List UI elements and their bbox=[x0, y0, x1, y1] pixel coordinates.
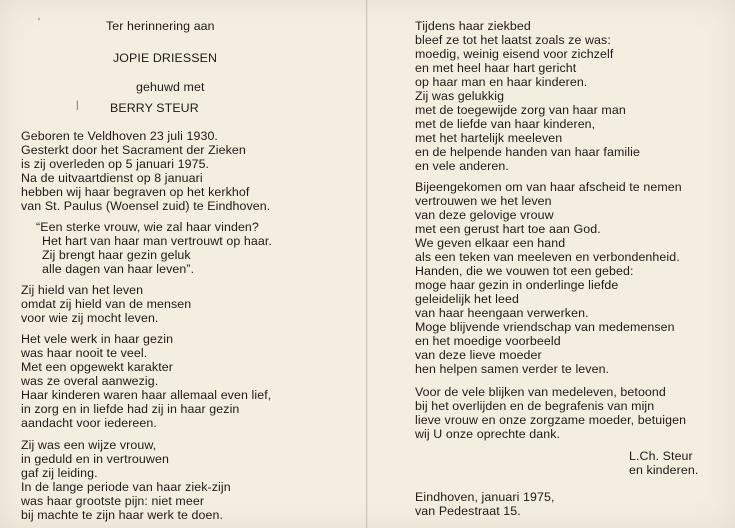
stanza-line: Haar kinderen waren haar allemaal even lief, bbox=[21, 388, 272, 402]
thanks-line: wij U onze oprechte dank. bbox=[415, 427, 561, 441]
bio-line: van St. Paulus (Woensel zuid) te Eindhoven. bbox=[21, 199, 271, 213]
stanza-line: In de lange periode van haar ziek-zijn bbox=[21, 480, 231, 494]
poem-line: en de helpende handen van haar familie bbox=[415, 145, 640, 159]
print-speck: | bbox=[76, 100, 79, 111]
signature-line: en kinderen. bbox=[629, 463, 699, 477]
print-speck: ' bbox=[38, 17, 40, 28]
poem-line: vertrouwen we het leven bbox=[415, 194, 552, 208]
poem-line: Zij was gelukkig bbox=[415, 89, 505, 103]
spouse-name: BERRY STEUR bbox=[110, 101, 199, 115]
poem-line: met een gerust hart toe aan God. bbox=[415, 222, 601, 236]
poem-line: en vele anderen. bbox=[415, 159, 509, 173]
intro-text: Ter herinnering aan bbox=[106, 19, 215, 33]
poem-line: hen helpen samen verder te leven. bbox=[415, 362, 610, 376]
quote-line: alle dagen van haar leven”. bbox=[42, 262, 195, 276]
bio-line: Na de uitvaartdienst op 8 januari bbox=[21, 171, 203, 185]
thanks-line: lieve vrouw en onze zorgzame moeder, betuigen bbox=[415, 413, 687, 427]
poem-line: als een teken van meeleven en verbondenheid. bbox=[415, 250, 680, 264]
poem-line: moedig, weinig eisend voor zichzelf bbox=[415, 47, 614, 61]
poem-line: Tijdens haar ziekbed bbox=[415, 19, 531, 33]
quote-line: Het hart van haar man vertrouwt op haar. bbox=[42, 234, 272, 248]
poem-line: en met heel haar hart gericht bbox=[415, 61, 577, 75]
poem-line: van haar heengaan verwerken. bbox=[415, 306, 589, 320]
stanza-line: Zij hield van het leven bbox=[21, 283, 144, 297]
poem-line: We geven elkaar een hand bbox=[415, 236, 566, 250]
stanza-line: was haar grootste pijn: niet meer bbox=[21, 494, 205, 508]
quote-line: Zij brengt haar gezin geluk bbox=[42, 248, 191, 262]
stanza-line: was haar nooit te veel. bbox=[21, 346, 148, 360]
stanza-line: aandacht voor iedereen. bbox=[21, 416, 157, 430]
stanza-line: Het vele werk in haar gezin bbox=[21, 332, 174, 346]
thanks-line: Voor de vele blijken van medeleven, betoond bbox=[415, 385, 666, 399]
poem-line: met de liefde van haar kinderen, bbox=[415, 117, 596, 131]
stanza-line: omdat zij hield van de mensen bbox=[21, 297, 192, 311]
stanza-line: was ze overal aanwezig. bbox=[21, 374, 159, 388]
poem-line: geleidelijk het leed bbox=[415, 292, 519, 306]
stanza-line: in geduld en in vertrouwen bbox=[21, 452, 169, 466]
poem-line: moge haar gezin in onderlinge liefde bbox=[415, 278, 619, 292]
poem-line: bleef ze tot het laatst zoals ze was: bbox=[415, 33, 611, 47]
poem-line: van deze lieve moeder bbox=[415, 348, 542, 362]
stanza-line: Zij was een wijze vrouw, bbox=[21, 438, 157, 452]
poem-line: van deze gelovige vrouw bbox=[415, 208, 554, 222]
deceased-name: JOPIE DRIESSEN bbox=[113, 51, 217, 65]
address-line: Eindhoven, januari 1975, bbox=[415, 490, 555, 504]
center-fold bbox=[366, 0, 368, 528]
poem-line: met de toegewijde zorg van haar man bbox=[415, 103, 626, 117]
stanza-line: Met een opgewekt karakter bbox=[21, 360, 173, 374]
poem-line: Handen, die we vouwen tot een gebed: bbox=[415, 264, 634, 278]
stanza-line: in zorg en in liefde had zij in haar gezin bbox=[21, 402, 240, 416]
bio-line: Gesterkt door het Sacrament der Zieken bbox=[21, 143, 246, 157]
stanza-line: bij machte te zijn haar werk te doen. bbox=[21, 508, 224, 522]
poem-line: Bijeengekomen om van haar afscheid te nemen bbox=[415, 180, 682, 194]
stanza-line: voor wie zij mocht leven. bbox=[21, 311, 159, 325]
married-text: gehuwd met bbox=[136, 80, 205, 94]
poem-line: op haar man en haar kinderen. bbox=[415, 75, 588, 89]
poem-line: en het moedige voorbeeld bbox=[415, 334, 561, 348]
bio-line: is zij overleden op 5 januari 1975. bbox=[21, 157, 210, 171]
thanks-line: bij het overlijden en de begrafenis van mijn bbox=[415, 399, 655, 413]
poem-line: Moge blijvende vriendschap van medemensen bbox=[415, 320, 675, 334]
poem-line: met het hartelijk meeleven bbox=[415, 131, 563, 145]
address-line: van Pedestraat 15. bbox=[415, 504, 521, 518]
bio-line: Geboren te Veldhoven 23 juli 1930. bbox=[21, 129, 218, 143]
signature-line: L.Ch. Steur bbox=[629, 449, 693, 463]
quote-line: “Een sterke vrouw, wie zal haar vinden? bbox=[36, 220, 259, 234]
stanza-line: gaf zij leiding. bbox=[21, 466, 98, 480]
bio-line: hebben wij haar begraven op het kerkhof bbox=[21, 185, 250, 199]
